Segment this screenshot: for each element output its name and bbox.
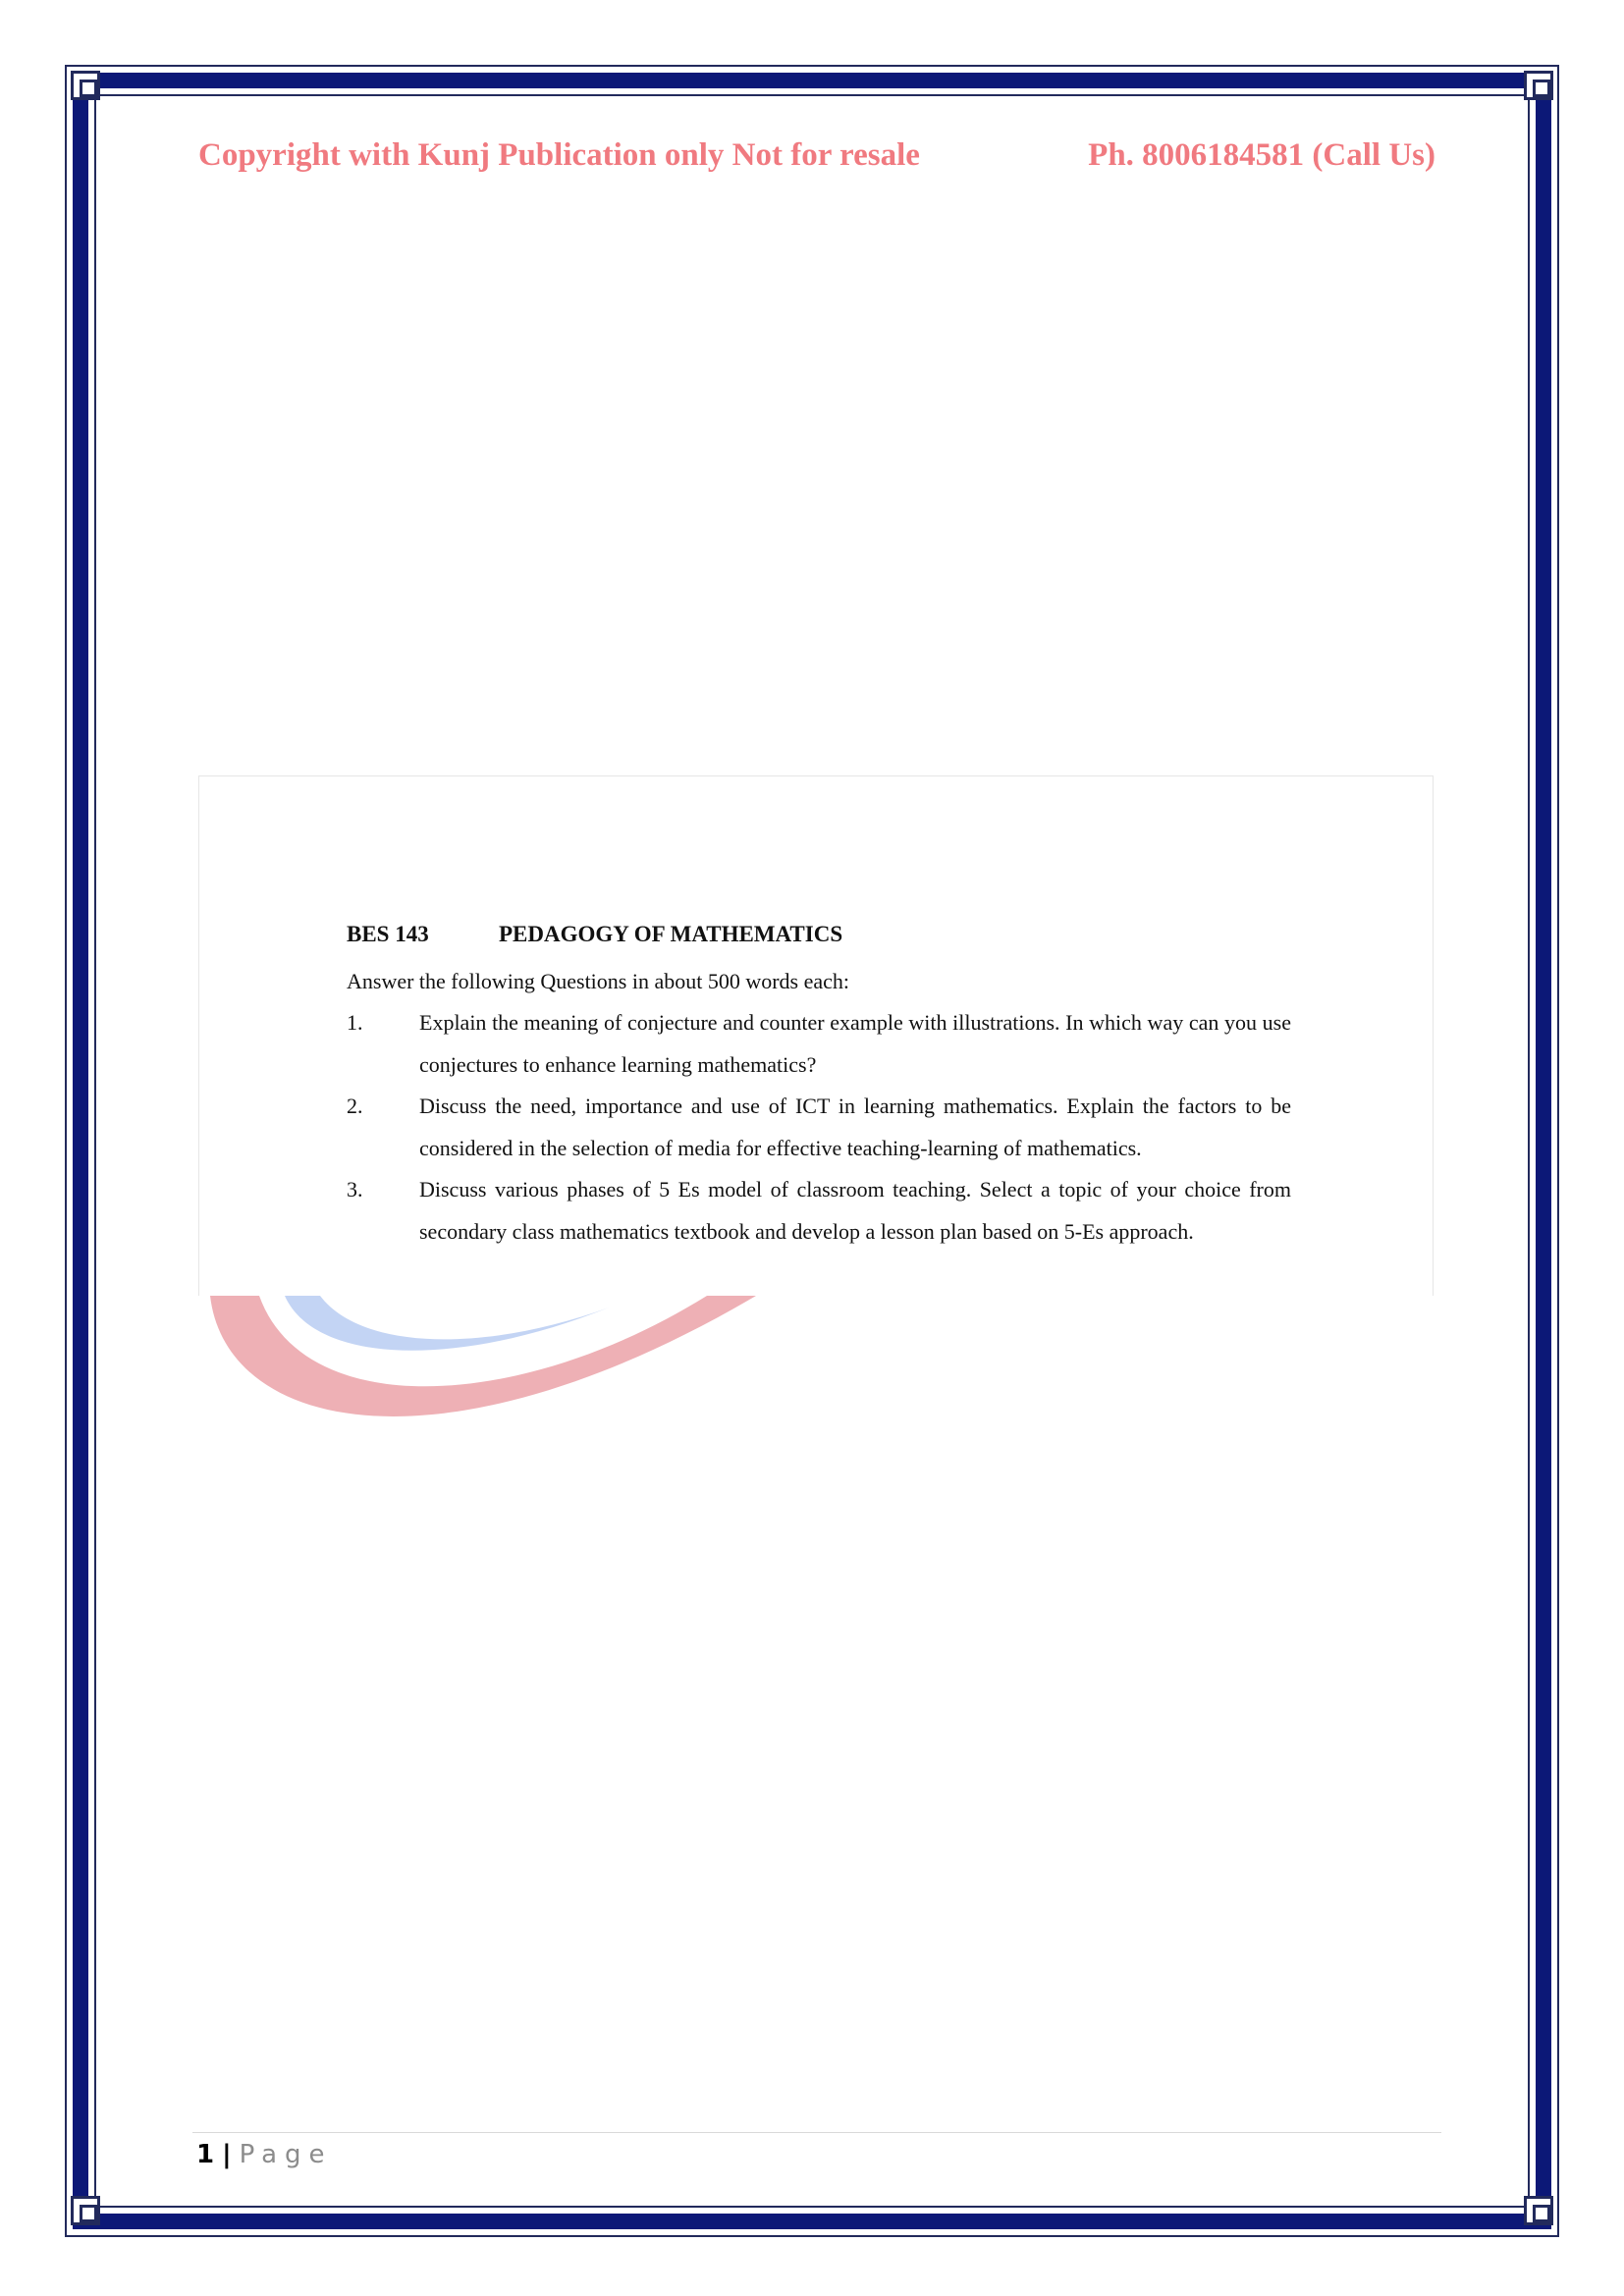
question-number: 1. (347, 1010, 363, 1035)
swoosh-red-band (210, 1296, 756, 1416)
footer-separator: | (222, 2140, 232, 2169)
page-number: 1 (196, 2140, 215, 2169)
copyright-notice: Copyright with Kunj Publication only Not for resale (198, 137, 920, 173)
border-corner-ornament (1524, 2196, 1553, 2225)
question-number: 2. (347, 1094, 363, 1118)
question-item (347, 1002, 1291, 1086)
question-text: Discuss various phases of 5 Es model of classroom teaching. Select a topic of your choice from secondary class mathematics textbook and develop a lesson plan based on 5-Es approach. (419, 1177, 1291, 1244)
instruction-text: Answer the following Questions in about 500 words each: (347, 969, 850, 993)
page-header (198, 137, 1435, 187)
border-corner-ornament (71, 2196, 100, 2225)
question-item (347, 1169, 1291, 1253)
course-heading (347, 922, 1291, 961)
swoosh-blue-band (285, 1296, 609, 1351)
footer-divider (192, 2132, 1441, 2133)
course-code: BES 143 (347, 922, 429, 946)
page-label: Page (239, 2140, 333, 2169)
question-text: Discuss the need, importance and use of ICT in learning mathematics. Explain the factors to be considered in the selection of media for effective teaching-learning of mathematics. (419, 1094, 1291, 1160)
course-title: PEDAGOGY OF MATHEMATICS (499, 922, 843, 946)
assignment-content (347, 922, 1291, 1253)
border-corner-ornament (1524, 71, 1553, 100)
decorative-swoosh (196, 1294, 805, 1470)
assignment-card (198, 775, 1434, 1296)
page-footer (196, 2140, 333, 2175)
border-corner-ornament (71, 71, 100, 100)
question-number: 3. (347, 1177, 363, 1201)
question-item (347, 1086, 1291, 1169)
question-text: Explain the meaning of conjecture and counter example with illustrations. In which way can you use conjectures to enhance learning mathematics? (419, 1010, 1291, 1077)
contact-phone: Ph. 8006184581 (Call Us) (1088, 137, 1435, 173)
